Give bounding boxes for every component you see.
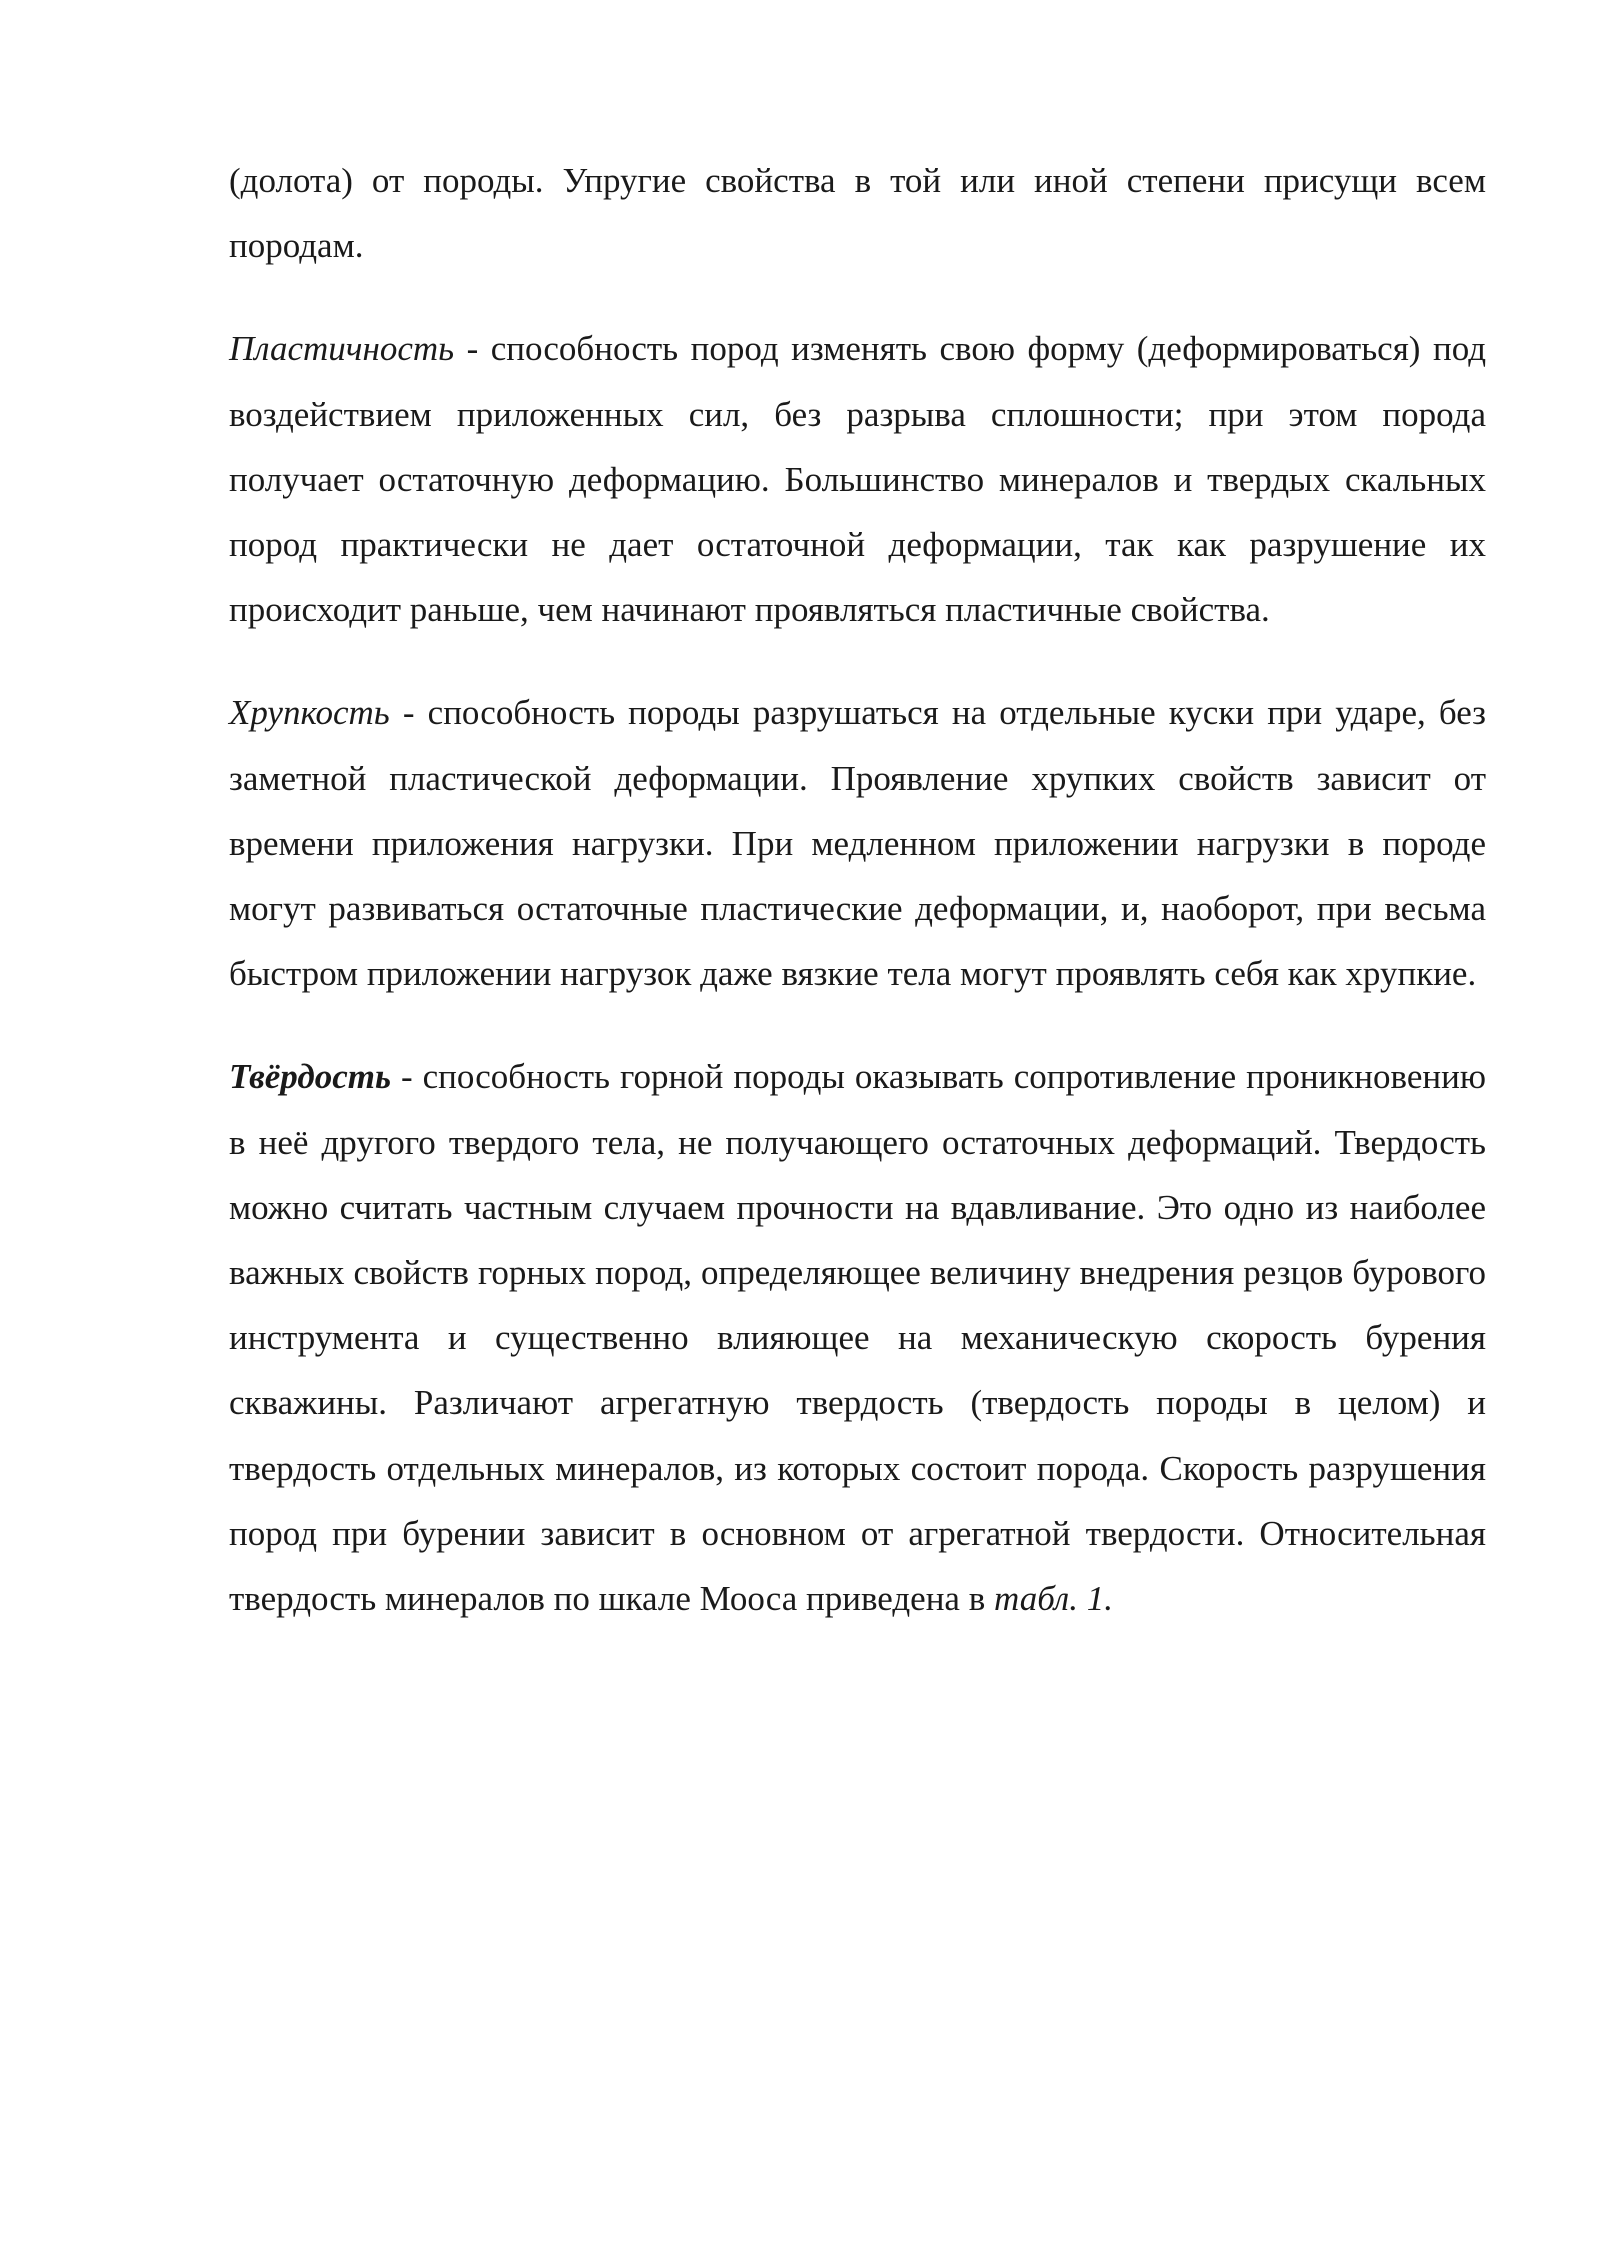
paragraph-plasticity: [229, 316, 1486, 642]
term-hardness: Твёрдость: [229, 1057, 391, 1097]
paragraph-text: - способность горной породы оказывать сопротивление проникновению в неё другого твердого тела, не получающего остаточных деформаций. Твердость можно считать частным случаем прочности на вдавливание. Это одно из наиболее важных свойств горных пород, определяющее величину внедрения резцов бурового инструмента и существенно влияющее на механическую скорость бурения скважины. Различают агрегатную твердость (твердость породы в целом) и твердость отдельных минералов, из которых состоит порода. Скорость разрушения пород при бурении зависит в основном от агрегатной твердости. Относительная твердость минералов по шкале Мооса приведена в: [229, 1057, 1486, 1619]
paragraph-hardness: [229, 1044, 1486, 1631]
document-page: [229, 148, 1486, 1669]
table-reference: табл. 1.: [994, 1579, 1113, 1619]
paragraph-text: (долота) от породы. Упругие свойства в той или иной степени присущи всем породам.: [229, 161, 1486, 266]
paragraph-brittleness: [229, 680, 1486, 1006]
term-plasticity: Пластичность: [229, 329, 455, 369]
paragraph-elasticity-continuation: [229, 148, 1486, 278]
term-brittleness: Хрупкость: [229, 693, 390, 733]
paragraph-text: - способность пород изменять свою форму (деформироваться) под воздействием приложенных сил, без разрыва сплошности; при этом порода получает остаточную деформацию. Большинство минералов и твердых скальных пород практически не дает остаточной деформации, так как разрушение их происходит раньше, чем начинают проявляться пластичные свойства.: [229, 329, 1486, 630]
paragraph-text: - способность породы разрушаться на отдельные куски при ударе, без заметной пластической деформации. Проявление хрупких свойств зависит от времени приложения нагрузки. При медленном приложении нагрузки в породе могут развиваться остаточные пластические деформации, и, наоборот, при весьма быстром приложении нагрузок даже вязкие тела могут проявлять себя как хрупкие.: [229, 693, 1486, 994]
